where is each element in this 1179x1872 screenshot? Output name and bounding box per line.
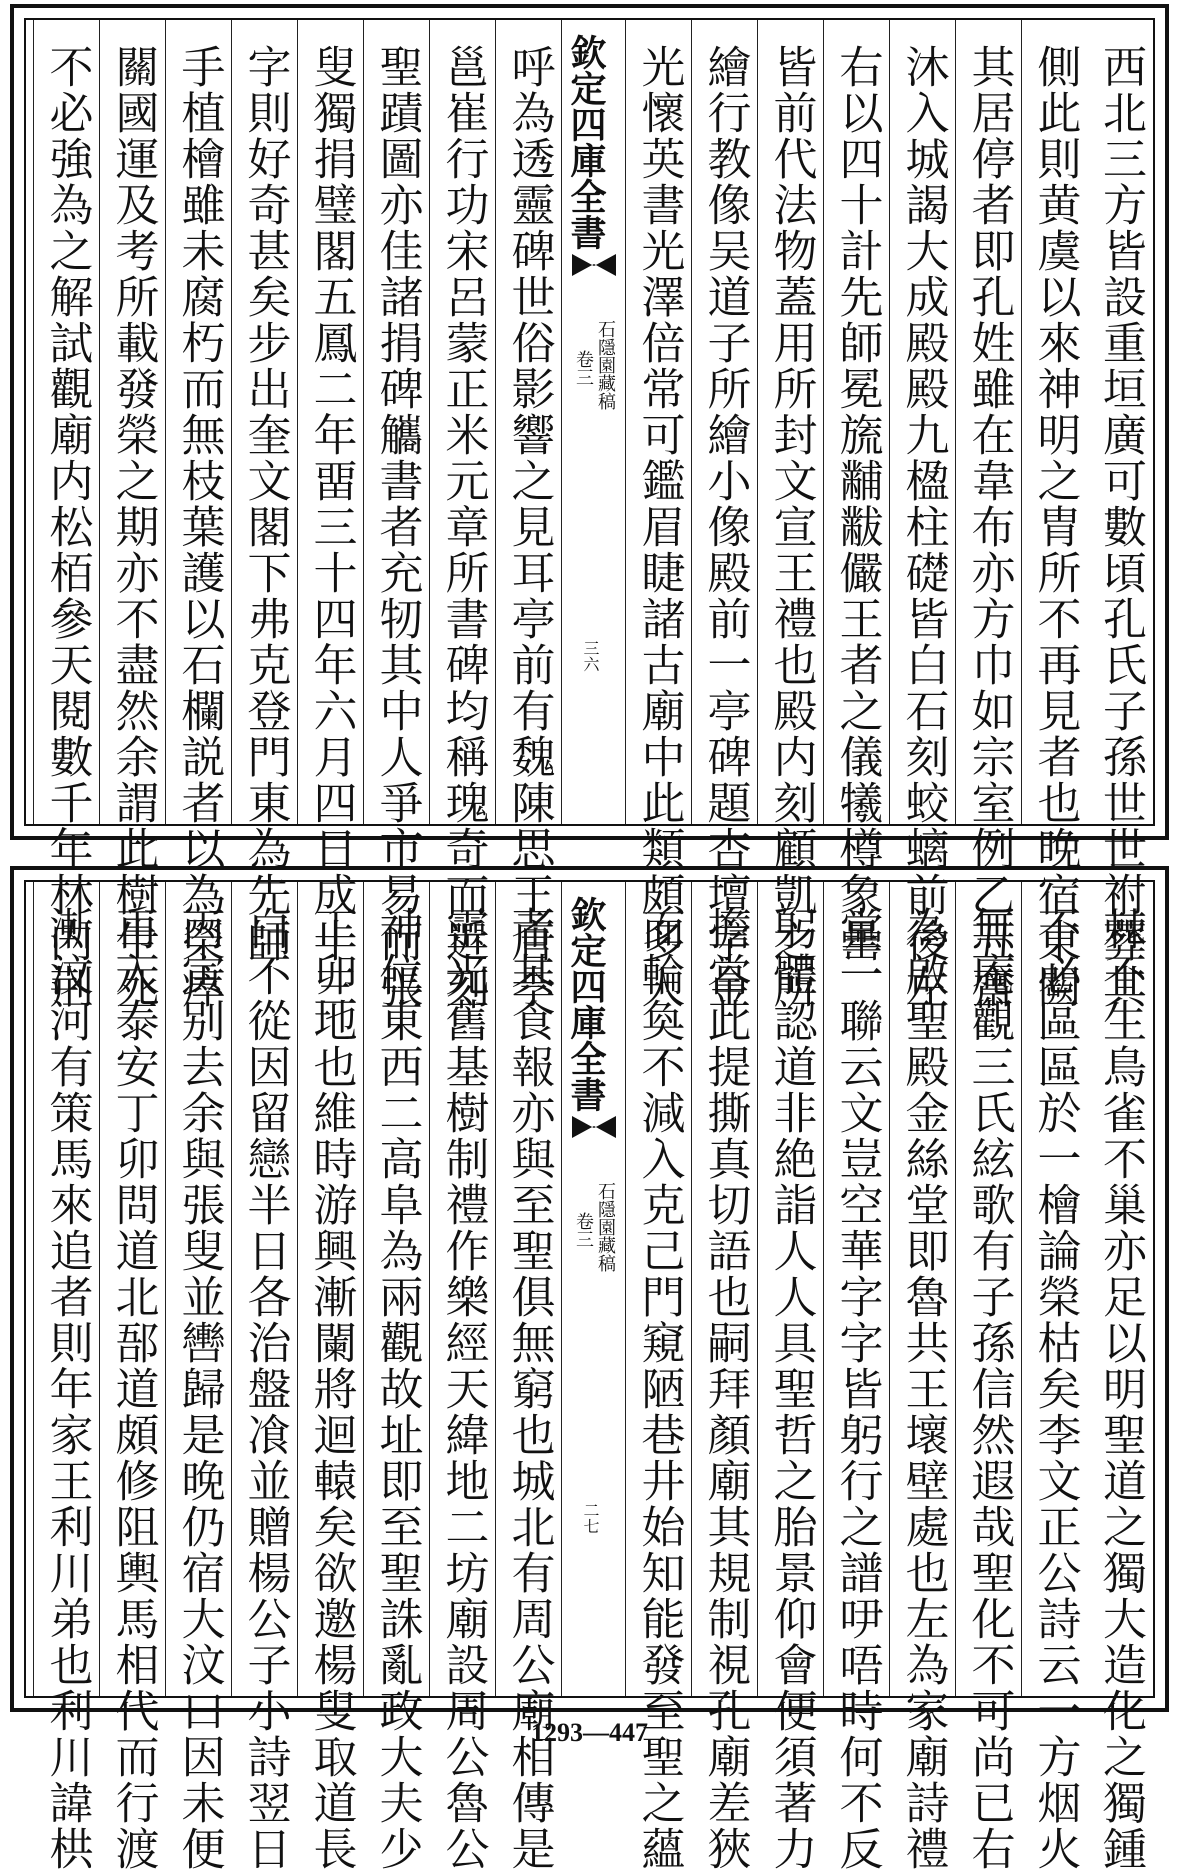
text-column — [757, 20, 823, 1010]
column-text: 關國運及考所載發榮之期亦不盡然余謂此樹生死 — [107, 44, 159, 1010]
text-column — [33, 882, 99, 1872]
column-text: 呼為透靈碑世俗影響之見耳亭前有魏陳思王唐李 — [503, 44, 555, 1010]
column-text: 聖蹟圖亦佳諸捐碑觿書者充牣其中人爭市易而張 — [371, 44, 423, 1010]
column-text: 漸汶河有策馬來追者則年家王利川弟也利川諱栱 — [41, 906, 93, 1872]
text-column — [165, 882, 231, 1872]
column-text: 神位東西二高阜為兩觀故址即至聖誅亂政大夫少 — [371, 906, 423, 1872]
volume-label: 卷三 — [573, 1212, 594, 1248]
text-column — [889, 882, 955, 1872]
text-column — [1087, 20, 1153, 1010]
text-column — [757, 882, 823, 1872]
text-column — [955, 882, 1021, 1872]
text-column — [691, 882, 757, 1872]
text-column — [823, 20, 889, 964]
column-text: 者其食報亦與至聖俱無窮也城北有周公廟相傳是 — [503, 906, 555, 1872]
top-page-frame — [24, 18, 1155, 1010]
text-column — [823, 882, 889, 1872]
column-text: 繪行教像吴道子所繪小像殿前一亭碑題杏壇字金 — [699, 44, 751, 1010]
column-text: 不必區區於一檜論榮枯矣李文正公詩云一方烟火 — [1029, 906, 1081, 1872]
column-text: 手植檜雖未腐朽而無枝葉護以石欄説者以為榮瘁 — [173, 44, 225, 1010]
text-column — [297, 20, 363, 1010]
column-text: 靈光舊基樹制禮作樂經天緯地二坊廟設周公魯公 — [437, 906, 489, 1872]
column-text: 叟獨捐璧閣五鳳二年畱三十四年六月四日成十三 — [305, 44, 357, 1010]
text-column — [297, 882, 363, 1872]
text-column — [889, 20, 955, 1010]
column-text: 為啟聖殿金絲堂即魯共王壞壁處也左為家廟詩禮 — [897, 906, 949, 1872]
page-number: 1293—447 — [531, 1718, 648, 1747]
text-column — [495, 882, 561, 1872]
text-column — [955, 20, 1021, 1010]
column-text: 西北三方皆設重垣廣可數頃孔氏子孫世世祔葬其 — [1095, 44, 1146, 1010]
column-text: 皆前代法物蓋用所封文宣王禮也殿内刻顧凱之所 — [765, 44, 817, 1010]
text-column — [99, 20, 165, 1010]
text-column — [625, 882, 691, 1872]
column-text: 再入泰安丁卯問道北郚道頗修阻輿馬相代而行渡 — [107, 906, 159, 1872]
text-column — [99, 882, 165, 1872]
collection-title: 石隱園藏稿 — [595, 320, 616, 410]
column-text: 字則好奇甚矣步出奎文閣下弗克登門東為先師 — [239, 44, 291, 964]
volume-label: 卷三 — [573, 350, 594, 386]
column-text: 而輪奐不減入克己門窺陋巷井始知能發至聖之蘊 — [633, 906, 685, 1872]
text-column — [429, 882, 495, 1872]
text-column — [1021, 20, 1087, 1010]
column-text: 白不從因留戀半日各治盤飡並贈楊公子小詩翌日 — [239, 906, 291, 1872]
text-column — [165, 20, 231, 1010]
text-column — [231, 20, 297, 964]
column-text: 無庵觀三氏絃歌有子孫信然遐哉聖化不可尚已右 — [963, 906, 1015, 1872]
text-column — [363, 20, 429, 1010]
book-title: 欽定四庫全書 — [565, 34, 607, 250]
column-text: 不必強為之解試觀廟内松栢參天閱數千年林内荆 — [41, 44, 93, 1010]
book-title: 欽定四庫全書 — [565, 896, 607, 1112]
fish-tail-icon — [570, 252, 618, 278]
text-column — [1021, 882, 1087, 1872]
column-text: 邕崔行功宋呂蒙正米元章所書碑均稱瑰奇而近刻 — [437, 44, 489, 1010]
leaf-number: 二七 — [581, 1502, 600, 1534]
text-column — [33, 20, 99, 1010]
column-text: 躬體認道非絶詣人人具聖哲之胎景仰會便須著力 — [765, 906, 817, 1872]
text-column — [691, 20, 757, 1010]
column-text: 正卯地也維時游興漸闌將迴轅矣欲邀楊叟取道長 — [305, 906, 357, 1872]
column-text: 丙寅别去余與張叟並轡歸是晚仍宿大汶口因未便 — [173, 906, 225, 1872]
column-text: 沐入城謁大成殿殿九楹柱礎皆白石刻蛟螭前後左 — [897, 44, 949, 1010]
text-column — [1087, 882, 1153, 1872]
center-margin — [561, 882, 625, 1696]
leaf-number: 三六 — [581, 640, 600, 672]
column-text: 堂一聯云文豈空華字字皆躬行之譜吚唔時何不反 — [831, 906, 883, 1872]
text-column — [429, 20, 495, 1010]
fish-tail-icon — [570, 1114, 618, 1140]
text-column — [363, 882, 429, 1872]
text-column — [231, 882, 297, 1872]
top-page — [10, 4, 1169, 1010]
text-column — [625, 20, 691, 1010]
column-text: 光懷英書光澤倍常可鑑眉睫諸古廟中此類頗多人 — [633, 44, 685, 1010]
collection-title: 石隱園藏稿 — [595, 1182, 616, 1272]
column-text: 擔當此提撕真切語也嗣拜顏廟其規制視孔廟差狹 — [699, 906, 751, 1872]
center-margin — [561, 20, 625, 824]
column-text: 右以四十計先師冕旒黼黻儼王者之儀犧樽象罍 — [831, 44, 883, 964]
text-column — [495, 20, 561, 1010]
column-text: 側此則黄虞以來神明之胄所不再見者也晚宿東闕 — [1029, 44, 1081, 1010]
column-text: 棘不生鳥雀不巢亦足以明聖道之獨大造化之獨鍾 — [1095, 906, 1146, 1872]
column-text: 其居停者即孔姓雖在韋布亦方巾如宗室例乙丑齋 — [963, 44, 1015, 1010]
